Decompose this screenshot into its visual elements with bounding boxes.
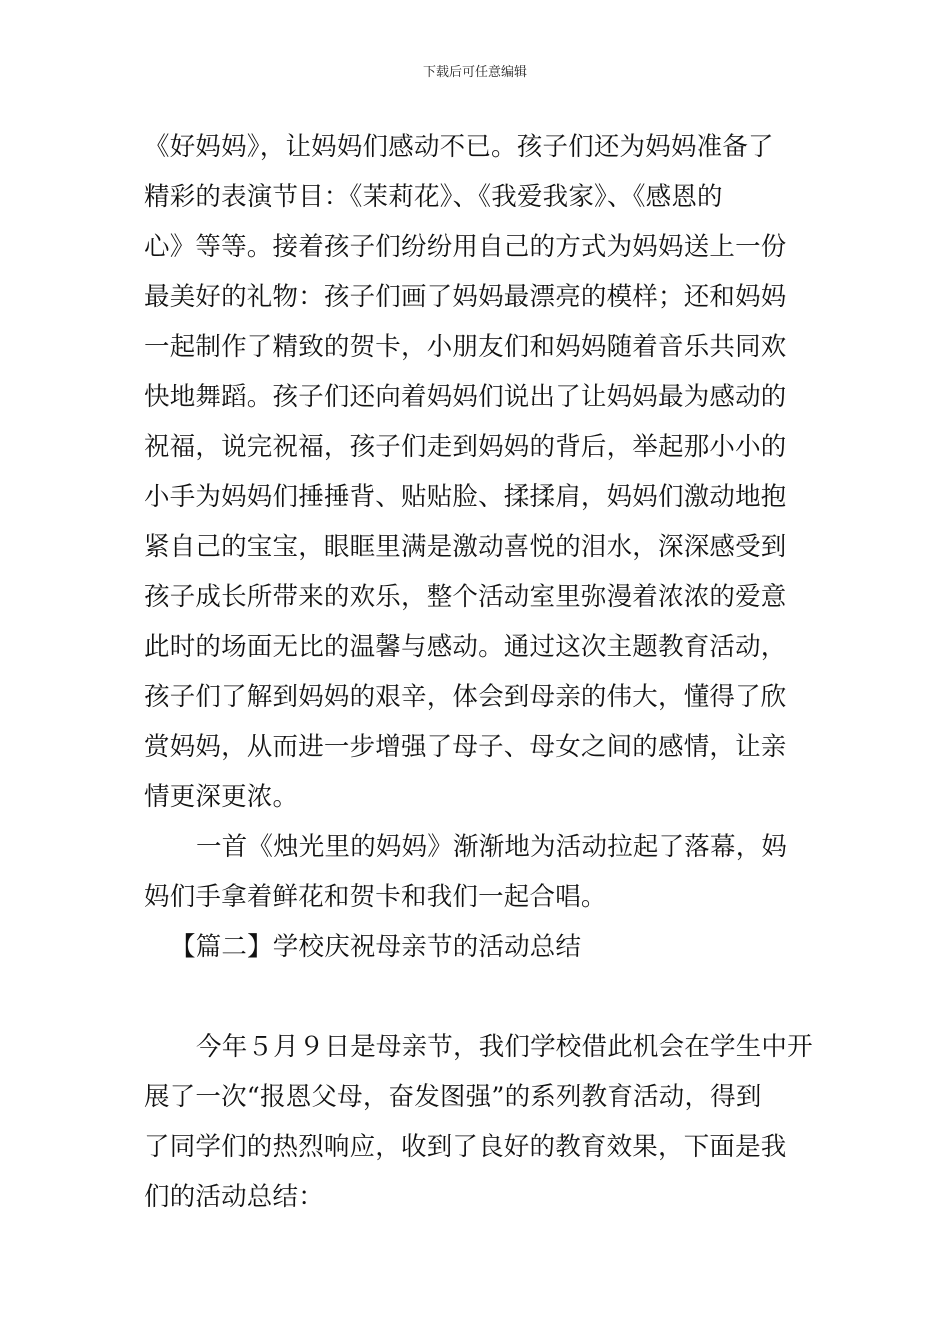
text-line: 孩子成长所带来的欢乐，整个活动室里弥漫着浓浓的爱意 <box>144 582 787 612</box>
text-line: 赏妈妈，从而进一步增强了母子、母女之间的感情，让亲 <box>144 732 787 762</box>
text-line: 小手为妈妈们捶捶背、贴贴脸、揉揉肩，妈妈们激动地抱 <box>144 482 787 512</box>
page-header: 下载后可任意编辑 <box>422 65 527 80</box>
text-line: 紧自己的宝宝，眼眶里满是激动喜悦的泪水，深深感受到 <box>144 532 787 562</box>
text-line: 情更深更浓。 <box>144 782 299 812</box>
text-line: 精彩的表演节目：《茉莉花》、《我爱我家》、《感恩的 <box>144 182 723 212</box>
paragraph-2 <box>144 822 810 922</box>
text-line: 今年５月９日是母亲节，我们学校借此机会在学生中开 <box>196 1032 813 1062</box>
section-heading: 【篇二】学校庆祝母亲节的活动总结 <box>170 932 582 962</box>
text-line: 们的活动总结： <box>144 1182 324 1212</box>
text-line: 孩子们了解到妈妈的艰辛，体会到母亲的伟大，懂得了欣 <box>144 682 787 712</box>
text-line: 最美好的礼物：孩子们画了妈妈最漂亮的模样；还和妈妈 <box>144 282 787 312</box>
text-line: 妈们手拿着鲜花和贺卡和我们一起合唱。 <box>144 882 607 912</box>
text-line: 此时的场面无比的温馨与感动。通过这次主题教育活动， <box>144 632 787 662</box>
text-line: 展了一次“报恩父母，奋发图强”的系列教育活动，得到 <box>144 1082 762 1112</box>
document-body <box>144 122 813 1222</box>
text-line: 心》等等。接着孩子们纷纷用自己的方式为妈妈送上一份 <box>144 232 787 262</box>
blank-line <box>144 972 810 1022</box>
text-line: 了同学们的热烈响应，收到了良好的教育效果，下面是我 <box>144 1132 787 1162</box>
text-line: 《好妈妈》，让妈妈们感动不已。孩子们还为妈妈准备了 <box>144 132 774 162</box>
text-line: 一首《烛光里的妈妈》渐渐地为活动拉起了落幕，妈 <box>196 832 788 862</box>
text-line: 一起制作了精致的贺卡，小朋友们和妈妈随着音乐共同欢 <box>144 332 787 362</box>
text-line: 祝福，说完祝福，孩子们走到妈妈的背后，举起那小小的 <box>144 432 787 462</box>
text-line: 快地舞蹈。孩子们还向着妈妈们说出了让妈妈最为感动的 <box>144 382 787 412</box>
paragraph-3 <box>144 1022 813 1222</box>
paragraph-1 <box>144 122 810 822</box>
